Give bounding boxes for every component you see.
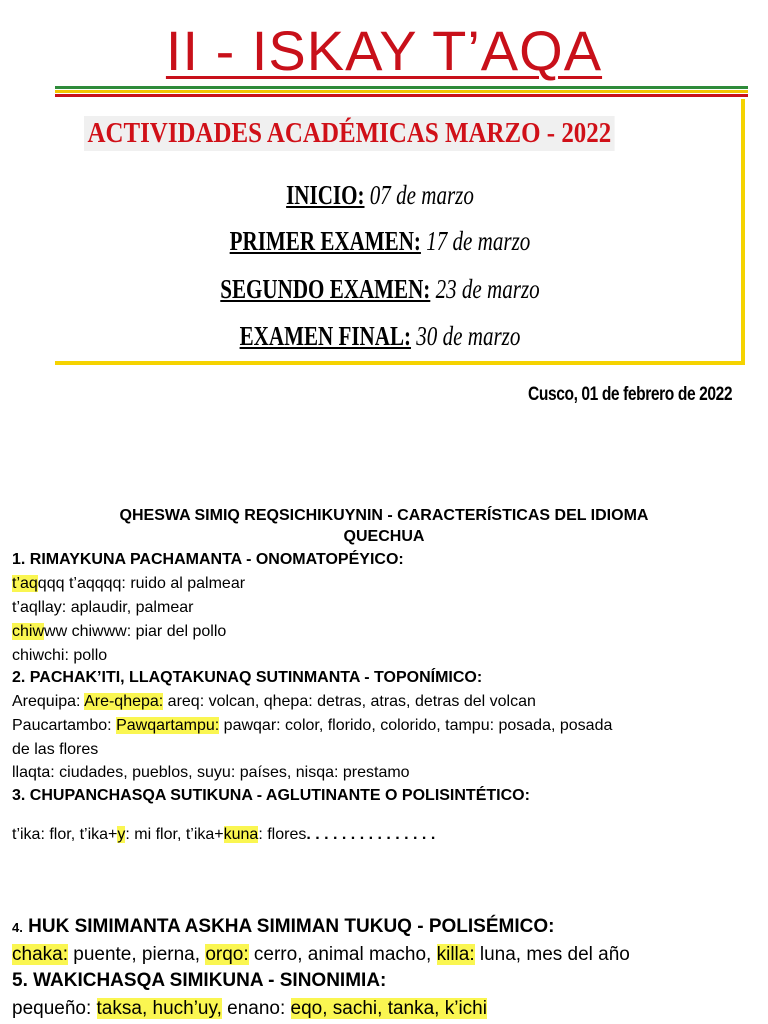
schedule-title: ACTIVIDADES ACADÉMICAS MARZO - 2022 (84, 116, 615, 151)
text: luna, mes del año (474, 944, 630, 965)
highlight: chaka: (12, 944, 68, 965)
text: pawqar: color, florido, colorido, tampu: posada, posada (219, 717, 613, 734)
text: qqq t’aqqqq: ruido al palmear (37, 575, 246, 592)
section-4-title (12, 916, 554, 938)
schedule-item-final-exam (201, 321, 560, 352)
schedule-value: 17 de marzo (420, 226, 531, 256)
list-item (12, 693, 536, 711)
section-3-title: 3. CHUPANCHASQA SUTIKUNA - AGLUTINANTE O POLISINTÉTICO: (12, 787, 530, 804)
section-number: 4. (12, 920, 23, 935)
schedule-item-start (201, 180, 560, 211)
red-stripe (55, 94, 748, 97)
highlight: orqo: (205, 944, 249, 965)
text: areq: volcan, qhepa: detras, atras, detras del volcan (163, 693, 536, 710)
yellow-stripe (55, 90, 748, 93)
list-item (12, 826, 435, 844)
list-item (12, 575, 245, 593)
text: ww chiwww: piar del pollo (44, 623, 227, 640)
highlight: Pawqartampu: (116, 717, 220, 734)
text: Arequipa: (12, 693, 85, 710)
highlight: y (117, 826, 126, 843)
list-item (12, 717, 612, 735)
schedule-value: 30 de marzo (411, 321, 521, 351)
text: pequeño: (12, 998, 97, 1019)
list-item: t’aqllay: aplaudir, palmear (12, 599, 194, 616)
text: : flores (258, 826, 307, 843)
page-title: II - ISKAY T’AQA (165, 19, 603, 82)
text: enano: (221, 998, 291, 1019)
section-1-title: 1. RIMAYKUNA PACHAMANTA - ONOMATOPÉYICO: (12, 551, 404, 568)
highlight: Are-qhepa: (84, 693, 164, 710)
highlight: taksa, huch’uy, (96, 998, 222, 1019)
list-item (12, 944, 630, 966)
highlight: chiw (12, 623, 45, 640)
text: puente, pierna, (67, 944, 206, 965)
list-item: llaqta: ciudades, pueblos, suyu: países, nisqa: prestamo (12, 764, 410, 781)
schedule-label: EXAMEN FINAL: (239, 321, 412, 351)
place-date: Cusco, 01 de febrero de 2022 (528, 384, 733, 405)
highlight: kuna (223, 826, 259, 843)
text: : mi flor, t’ika+ (125, 826, 224, 843)
schedule-label: SEGUNDO EXAMEN: (220, 274, 431, 304)
text: cerro, animal macho, (248, 944, 437, 965)
section-2-title: 2. PACHAK’ITI, LLAQTAKUNAQ SUTINMANTA - TOPONÍMICO: (12, 669, 483, 686)
text: Paucartambo: (12, 717, 117, 734)
list-item: chiwchi: pollo (12, 647, 108, 664)
highlight: killa: (436, 944, 475, 965)
schedule-value: 07 de marzo (364, 180, 474, 210)
section-5-title: 5. WAKICHASQA SIMIKUNA - SINONIMIA: (12, 970, 387, 991)
schedule-label: INICIO: (286, 180, 365, 210)
text: HUK SIMIMANTA ASKHA SIMIMAN TUKUQ - POLISÉMICO: (22, 916, 555, 937)
list-item (12, 998, 487, 1020)
highlight: eqo, sachi, tanka, k’ichi (290, 998, 487, 1019)
dots: . . . . . . . . . . . . . . . (306, 826, 436, 843)
green-stripe (55, 86, 748, 89)
section-heading-line: QUECHUA (343, 528, 425, 545)
section-heading (40, 505, 728, 547)
list-item (12, 623, 226, 641)
list-item: de las flores (12, 741, 99, 758)
section-heading-line: QHESWA SIMIQ REQSICHIKUYNIN - CARACTERÍSTICAS DEL IDIOMA (119, 507, 649, 524)
schedule-item-second-exam (201, 274, 560, 305)
text: t’ika: flor, t’ika+ (12, 826, 118, 843)
highlight: t’aq (12, 575, 38, 592)
schedule-label: PRIMER EXAMEN: (229, 226, 421, 256)
schedule-item-first-exam (201, 226, 560, 257)
schedule-value: 23 de marzo (430, 274, 540, 304)
